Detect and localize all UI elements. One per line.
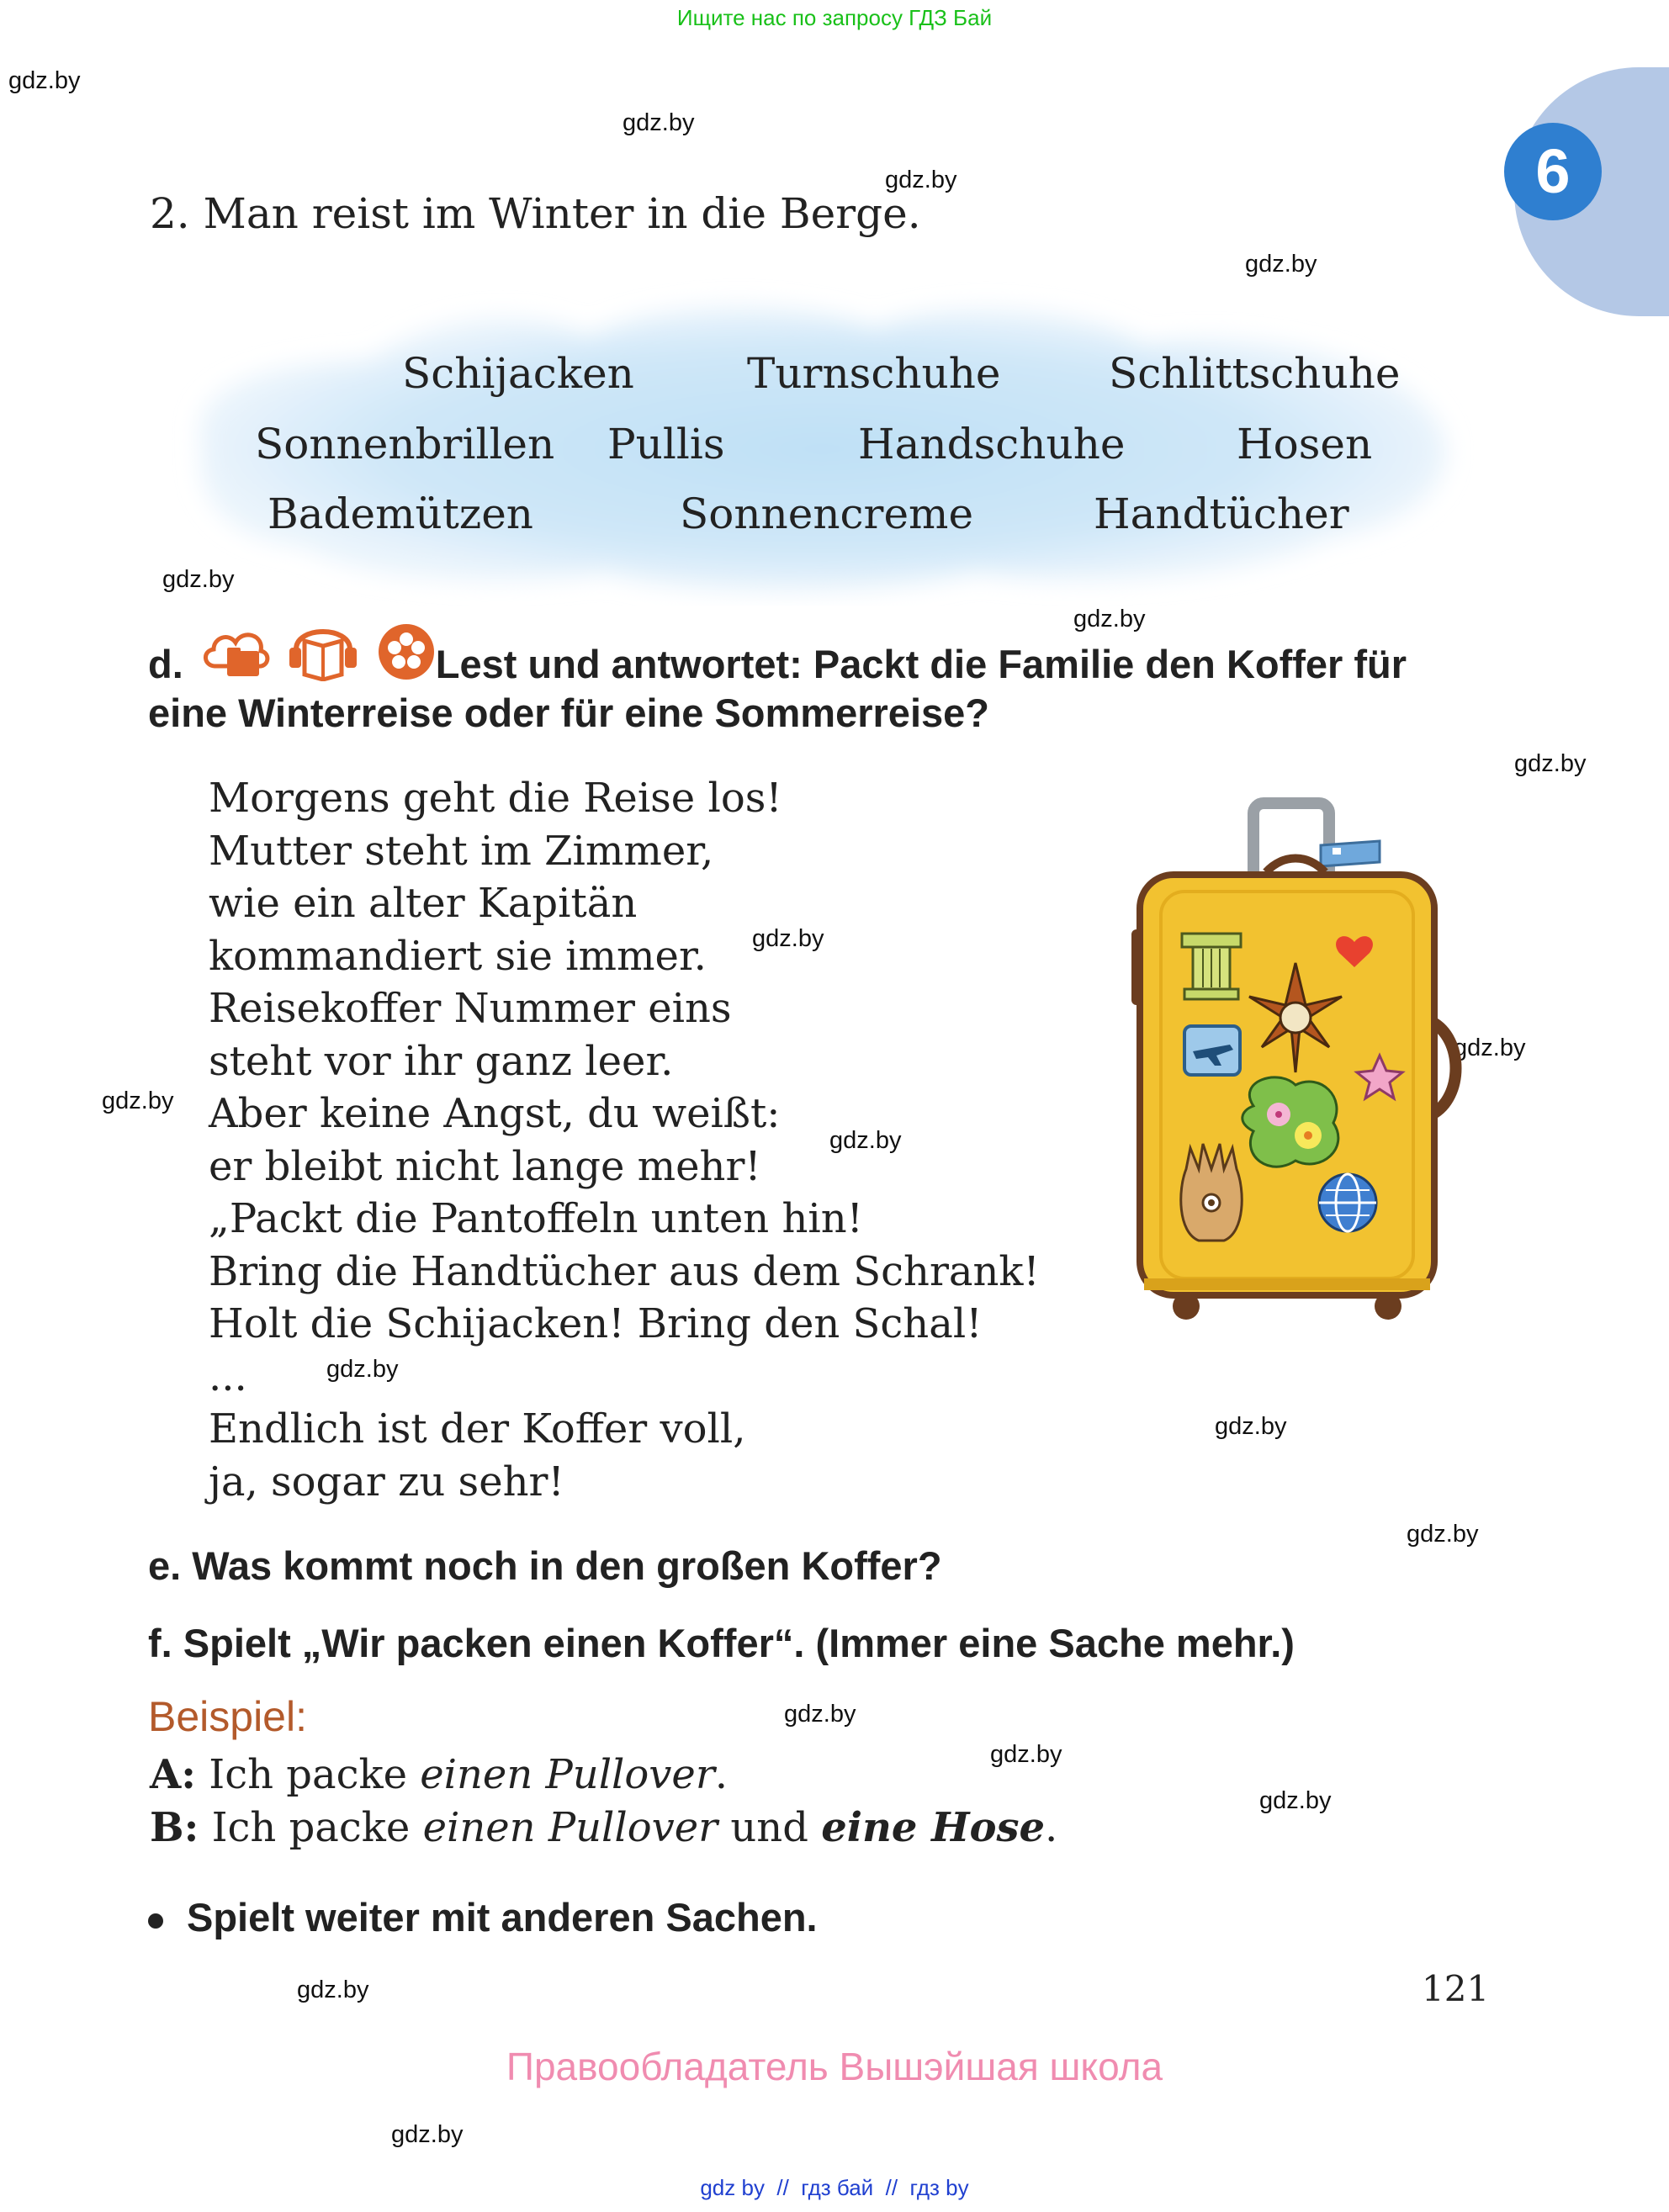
task-d-letter: d. xyxy=(148,642,183,686)
watermark: gdz.by xyxy=(1245,251,1317,278)
example-a-italic: einen Pullover xyxy=(420,1751,715,1798)
word-sonnencreme: Sonnencreme xyxy=(680,489,974,538)
bottom-links[interactable]: gdz by // гдз бай // гдз by xyxy=(700,2175,969,2200)
word-handtuecher: Handtücher xyxy=(1094,489,1349,538)
example-a-end: . xyxy=(714,1751,729,1798)
page-number: 121 xyxy=(1422,1968,1490,2009)
word-handschuhe: Handschuhe xyxy=(858,420,1126,468)
watermark: gdz.by xyxy=(1215,1413,1287,1440)
poem-line: Bring die Handtücher aus dem Schrank! xyxy=(209,1247,1040,1295)
example-a xyxy=(150,1751,728,1798)
example-a-speaker: A: xyxy=(150,1751,196,1798)
example-b-speaker: B: xyxy=(150,1804,199,1851)
example-b-end: . xyxy=(1045,1804,1058,1851)
watermark: gdz.by xyxy=(784,1701,856,1728)
word-hosen: Hosen xyxy=(1237,420,1373,468)
poem-line: ... xyxy=(209,1352,247,1400)
globe-sticker xyxy=(1319,1174,1376,1231)
poem-line: Endlich ist der Koffer voll, xyxy=(209,1405,746,1453)
watermark: gdz.by xyxy=(1514,750,1587,777)
example-a-plain: Ich packe xyxy=(209,1751,407,1798)
poem-line: kommandiert sie immer. xyxy=(209,932,707,980)
task-d-line2: eine Winterreise oder für eine Sommerreise? xyxy=(148,691,989,735)
poem-line: Aber keine Angst, du weißt: xyxy=(209,1090,781,1137)
suitcase-illustration xyxy=(1127,795,1464,1325)
watermark: gdz.by xyxy=(623,109,695,136)
watermark: gdz.by xyxy=(1407,1521,1479,1548)
poem-line: Holt die Schijacken! Bring den Schal! xyxy=(209,1300,983,1347)
bullet-task-text: Spielt weiter mit anderen Sachen. xyxy=(187,1895,818,1939)
rights-holder: Правообладатель Вышэйшая школа xyxy=(506,2045,1163,2088)
watermark: gdz.by xyxy=(8,67,81,94)
example-b-italic: einen Pullover xyxy=(422,1804,718,1851)
watermark: gdz.by xyxy=(1073,606,1146,632)
word-bademuetzen: Bademützen xyxy=(268,489,533,538)
poem-line: „Packt die Pantoffeln unten hin! xyxy=(209,1195,863,1242)
word-schijacken: Schijacken xyxy=(402,349,634,398)
flowers-sticker xyxy=(1242,1077,1338,1167)
watermark: gdz.by xyxy=(326,1356,399,1383)
top-banner[interactable]: Ищите нас по запросу ГДЗ Бай xyxy=(676,5,993,30)
watermark: gdz.by xyxy=(829,1127,902,1154)
word-pullis: Pullis xyxy=(607,420,725,468)
poem-line: wie ein alter Kapitän xyxy=(209,880,638,927)
task-d-text: Lest und antwortet: Packt die Familie den Koffer für xyxy=(435,642,1407,686)
poem-line: er bleibt nicht lange mehr! xyxy=(209,1142,761,1190)
watermark: gdz.by xyxy=(990,1741,1062,1768)
poem-line: Mutter steht im Zimmer, xyxy=(209,827,714,875)
word-turnschuhe: Turnschuhe xyxy=(747,349,1001,398)
poem-line: steht vor ihr ganz leer. xyxy=(209,1037,674,1085)
poem xyxy=(209,772,1040,1508)
task-e: e. Was kommt noch in den großen Koffer? xyxy=(148,1543,942,1588)
section-2-heading xyxy=(150,189,921,238)
bullet-icon xyxy=(148,1913,163,1929)
example-b-bold-italic: eine Hose xyxy=(821,1804,1046,1851)
poem-line: Morgens geht die Reise los! xyxy=(209,775,782,822)
plane-sticker xyxy=(1184,1026,1240,1075)
watermark: gdz.by xyxy=(752,925,824,952)
watermark: gdz.by xyxy=(102,1087,174,1114)
cloud-folder-icon xyxy=(199,622,273,681)
word-sonnenbrillen: Sonnenbrillen xyxy=(255,420,555,468)
watermark: gdz.by xyxy=(391,2121,464,2148)
watermark: gdz.by xyxy=(1454,1035,1526,1061)
chapter-number-badge: 6 xyxy=(1504,123,1602,220)
beispiel-label: Beispiel: xyxy=(148,1693,307,1740)
watermark: gdz.by xyxy=(1259,1787,1332,1814)
poem-line: Reisekoffer Nummer eins xyxy=(209,985,732,1032)
watermark: gdz.by xyxy=(885,167,957,193)
flower-icon xyxy=(375,621,437,683)
section-text: Man reist im Winter in die Berge. xyxy=(203,189,921,238)
example-b xyxy=(150,1804,1057,1851)
task-f: f. Spielt „Wir packen einen Koffer“. (Immer eine Sache mehr.) xyxy=(148,1621,1295,1665)
section-number: 2. xyxy=(150,189,190,238)
book-headphones-icon xyxy=(284,616,362,681)
poem-line: ja, sogar zu sehr! xyxy=(209,1458,564,1506)
example-b-plain: Ich packe xyxy=(211,1804,411,1851)
watermark: gdz.by xyxy=(297,1977,369,2003)
watermark: gdz.by xyxy=(162,566,235,593)
example-b-middle: und xyxy=(730,1804,808,1851)
word-schlittschuhe: Schlittschuhe xyxy=(1109,349,1401,398)
bullet-task xyxy=(148,1894,818,1940)
